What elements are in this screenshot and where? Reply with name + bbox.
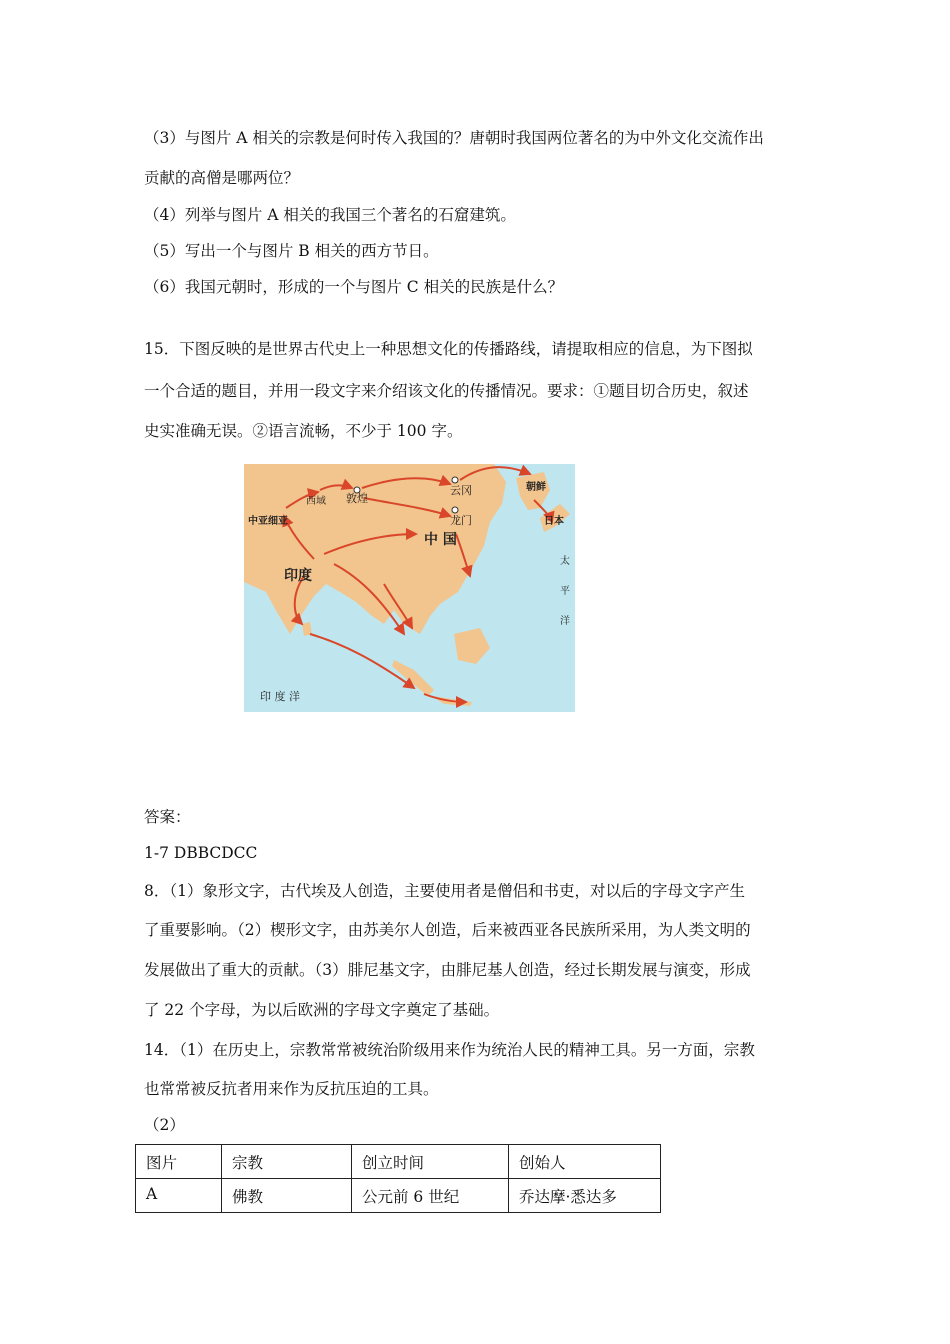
table-cell: A [136, 1179, 222, 1213]
label-korea: 朝鲜 [526, 482, 546, 493]
label-japan: 日本 [544, 516, 564, 527]
label-western-regions: 西域 [306, 496, 326, 507]
question-5: （5）写出一个与图片 B 相关的西方节日。 [144, 242, 439, 260]
label-longmen: 龙门 [450, 514, 472, 527]
table-row [136, 1179, 661, 1213]
question-4: （4）列举与图片 A 相关的我国三个著名的石窟建筑。 [144, 206, 516, 224]
label-india: 印度 [284, 568, 312, 584]
svg-text:洋: 洋 [560, 616, 570, 627]
label-china: 中 国 [424, 532, 457, 548]
label-pacific [560, 554, 570, 627]
table-header-cell: 创始人 [509, 1145, 661, 1179]
answer-1-7: 1-7 DBBCDCC [144, 844, 258, 862]
svg-text:太: 太 [560, 556, 570, 567]
table-header-cell: 图片 [136, 1145, 222, 1179]
answer-14-line-2: 也常常被反抗者用来作为反抗压迫的工具。 [144, 1080, 439, 1098]
label-yungang: 云冈 [450, 484, 472, 497]
table-header-row [136, 1145, 661, 1179]
table-cell: 公元前 6 世纪 [352, 1179, 509, 1213]
answer-8-line-2: 了重要影响。（2）楔形文字，由苏美尔人创造，后来被西亚各民族所采用，为人类文明的 [144, 921, 751, 939]
answer-8-line-4: 了 22 个字母，为以后欧洲的字母文字奠定了基础。 [144, 1001, 500, 1019]
yungang-marker [452, 477, 458, 483]
table-header-cell: 创立时间 [352, 1145, 509, 1179]
buddhism-spread-map [244, 464, 575, 712]
answer-table [135, 1144, 661, 1213]
longmen-marker [452, 507, 458, 513]
answers-heading: 答案： [144, 808, 191, 826]
table-header-cell: 宗教 [222, 1145, 352, 1179]
table-cell: 乔达摩·悉达多 [509, 1179, 661, 1213]
question-15-line-1: 15．下图反映的是世界古代史上一种思想文化的传播路线，请提取相应的信息，为下图拟 [144, 340, 753, 358]
label-dunhuang: 敦煌 [346, 492, 368, 505]
svg-text:平: 平 [560, 586, 570, 597]
answer-14-part-2: （2） [144, 1116, 185, 1134]
question-15-line-3: 史实准确无误。②语言流畅，不少于 100 字。 [144, 422, 463, 440]
answer-14-line-1: 14．（1）在历史上，宗教常常被统治阶级用来作为统治人民的精神工具。另一方面，宗教 [144, 1041, 755, 1059]
question-3-line-2: 贡献的高僧是哪两位？ [144, 169, 300, 187]
label-central-asia: 中亚细亚 [248, 516, 288, 527]
label-indian-ocean: 印 度 洋 [260, 690, 300, 703]
table-cell: 佛教 [222, 1179, 352, 1213]
question-15-line-2: 一个合适的题目，并用一段文字来介绍该文化的传播情况。要求：①题目切合历史，叙述 [144, 382, 749, 400]
question-6: （6）我国元朝时，形成的一个与图片 C 相关的民族是什么？ [144, 278, 564, 296]
answer-8-line-1: 8．（1）象形文字，古代埃及人创造，主要使用者是僧侣和书吏，对以后的字母文字产生 [144, 882, 745, 900]
answer-8-line-3: 发展做出了重大的贡献。（3）腓尼基文字，由腓尼基人创造，经过长期发展与演变，形成 [144, 961, 751, 979]
question-3-line-1: （3）与图片 A 相关的宗教是何时传入我国的？唐朝时我国两位著名的为中外文化交流作出 [144, 129, 764, 147]
